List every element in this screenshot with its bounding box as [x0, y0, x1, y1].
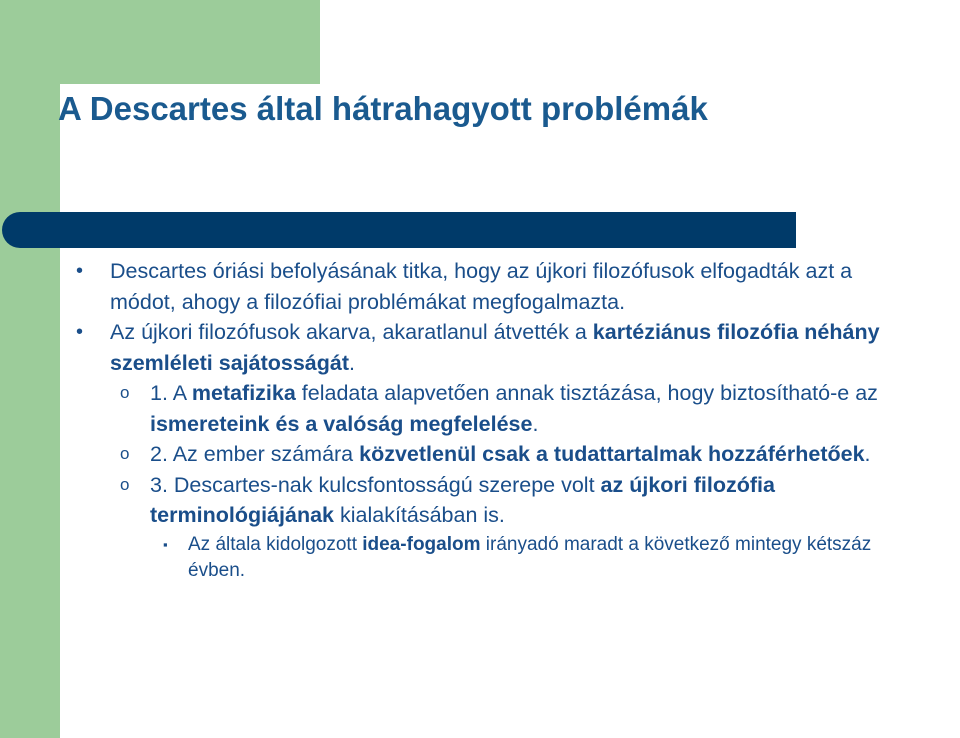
text-segment: 1. A	[150, 381, 192, 405]
title-underline-bar	[2, 212, 796, 248]
bullet-item-level1	[0, 317, 960, 378]
text-segment: kialakításában is.	[334, 503, 505, 527]
text-segment: 3. Descartes-nak kulcsfontosságú szerepe volt	[150, 472, 601, 497]
bullet-item-level2	[0, 378, 960, 439]
bold-text-segment: az újkori filozófia terminológiájának	[150, 472, 775, 527]
bullet-item-level3	[0, 532, 960, 584]
square-bullet-icon: ▪	[163, 536, 168, 552]
text-segment: 2. Az ember számára	[150, 442, 360, 466]
bullet-text	[188, 534, 871, 581]
bold-text-segment: metafizika	[191, 381, 296, 405]
text-segment: .	[864, 442, 871, 466]
circle-outline-bullet-icon: o	[120, 444, 130, 463]
slide-title: A Descartes által hátrahagyott problémák	[58, 90, 708, 127]
bullet-list	[0, 256, 960, 584]
bullet-item-level2	[0, 470, 960, 531]
text-segment: Az újkori filozófusok akarva, akaratlanul átvették a	[110, 320, 593, 344]
bold-text-segment: ismereteink és a valóság megfelelése	[150, 411, 533, 436]
bold-text-segment: kartéziánus filozófia néhány szemléleti sajátosságát	[110, 320, 880, 375]
bold-text-segment: közvetlenül csak a tudattartalmak hozzáférhetőek	[359, 442, 865, 466]
text-segment: Az általa kidolgozott	[188, 533, 363, 555]
round-bullet-icon: •	[76, 321, 84, 343]
bullet-text	[110, 320, 880, 375]
round-bullet-icon: •	[76, 260, 84, 282]
bullet-text	[150, 442, 871, 466]
text-segment: .	[532, 411, 539, 436]
text-segment: Descartes óriási befolyásának titka, hogy az újkori filozófusok elfogadták azt a módot, ahogy a filozófiai problémákat megfogalmazta.	[110, 259, 853, 314]
bullet-item-level1	[0, 256, 960, 317]
bold-text-segment: idea-fogalom	[362, 533, 481, 555]
circle-outline-bullet-icon: o	[120, 383, 130, 402]
bullet-item-level2	[0, 439, 960, 470]
text-segment: .	[349, 350, 355, 375]
bullet-text	[110, 259, 852, 314]
bullet-text	[150, 473, 775, 528]
text-segment: feladata alapvetően annak tisztázása, hogy biztosítható-e az	[295, 381, 878, 405]
bullet-text	[150, 381, 878, 436]
text-segment: irányadó maradt a következő mintegy kétszáz évben.	[188, 533, 872, 581]
circle-outline-bullet-icon: o	[120, 474, 130, 494]
green-top-decoration	[0, 0, 320, 84]
